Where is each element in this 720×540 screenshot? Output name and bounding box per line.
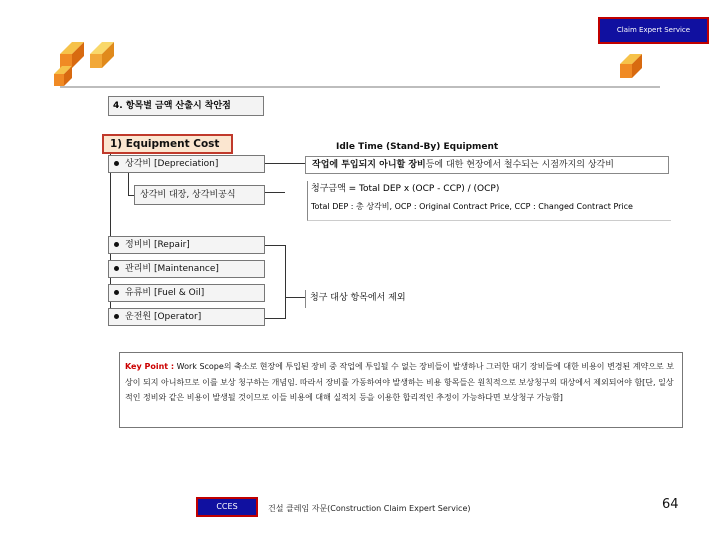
excluded-note: 청구 대상 항목에서 제외 (305, 290, 430, 308)
operator-arrow (265, 318, 285, 319)
equipment-cost-title: 1) Equipment Cost (102, 134, 233, 154)
bullet-icon (114, 161, 119, 166)
service-badge: Claim Expert Service (598, 17, 709, 44)
fuel-item: 유류비 [Fuel & Oil] (108, 284, 265, 302)
key-point-text: Work Scope의 축소로 현장에 투입된 장비 중 작업에 투입될 수 없는 장비들이 발생하나 그러한 대기 장비들에 대한 비용이 변경된 계약으로 보상이 되지 아니하므로 이를 보상 청구하는 개념임. 따라서 장비를 가동하여야 발생하는 비용 항목들은 원칙적으로 보상청구의 대상에서 제외되어야 함[단, 일상적인 정비와 같은 비용이 발생될 것이므로 이들 비용에 대해 실적치 등을 이용한 합리적인 추정이 가능하다면 보상청구 가능함] (125, 362, 674, 402)
depreciation-description: 작업에 투입되지 아니할 장비등에 대한 현장에서 철수되는 시점까지의 상각비 (305, 156, 669, 174)
repair-arrow (265, 245, 285, 246)
claim-formula-panel (307, 181, 671, 221)
operator-item: 운전원 [Operator] (108, 308, 265, 326)
footer-text: 건설 클레임 자문(Construction Claim Expert Service) (268, 504, 471, 513)
depreciation-formula-box: 상각비 대장, 상각비공식 (134, 185, 265, 205)
decorative-cubes-left (50, 34, 122, 94)
page-number: 64 (662, 497, 679, 512)
claim-formula: 청구금액 = Total DEP x (OCP - CCP) / (OCP) (311, 184, 500, 194)
header-divider (60, 86, 660, 88)
depreciation-arrow (265, 163, 305, 164)
key-point-box (119, 352, 683, 428)
repair-item: 정비비 [Repair] (108, 236, 265, 254)
maintenance-item: 관리비 [Maintenance] (108, 260, 265, 278)
excluded-bracket (285, 245, 286, 319)
bullet-icon (114, 242, 119, 247)
claim-formula-note: Total DEP : 총 상각비, OCP : Original Contract Price, CCP : Changed Contract Price (311, 202, 633, 211)
depreciation-item: 상각비 [Depreciation] (108, 155, 265, 173)
excluded-arrow (285, 297, 305, 298)
bullet-icon (114, 266, 119, 271)
cces-logo: CCES (196, 497, 258, 517)
decorative-cubes-right (612, 50, 660, 90)
key-point-label: Key Point : (125, 362, 175, 371)
idle-time-title: Idle Time (Stand-By) Equipment (336, 142, 499, 152)
formula-arrow (265, 192, 285, 193)
section-title: 4. 항목별 금액 산출시 착안점 (108, 96, 264, 116)
bullet-icon (114, 314, 119, 319)
depreciation-connector (128, 170, 129, 196)
bullet-icon (114, 290, 119, 295)
